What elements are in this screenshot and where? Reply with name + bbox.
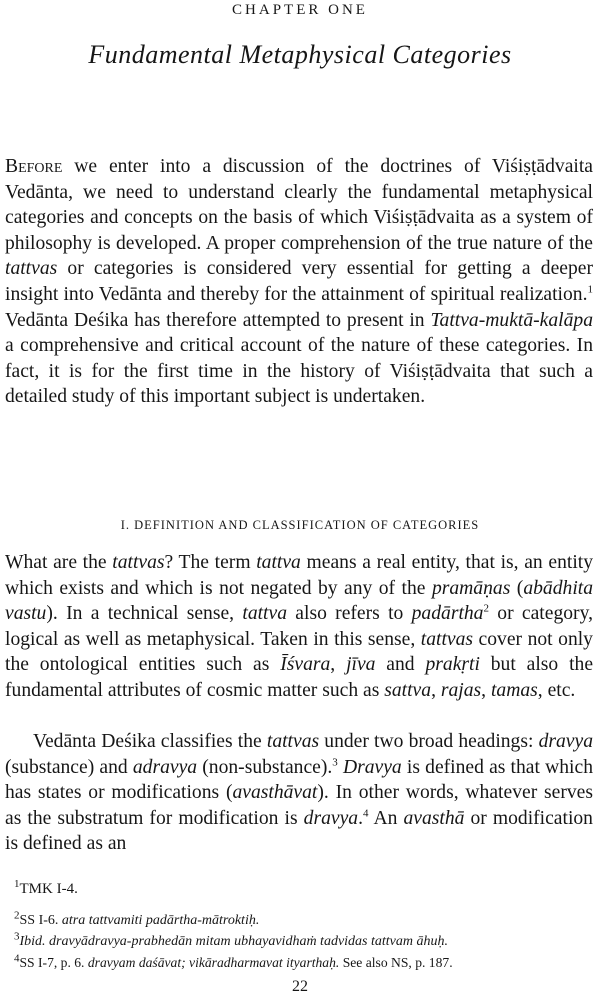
footnote-text: SS I-7, p. 6. (19, 955, 88, 970)
text-run: , (431, 679, 441, 701)
text-run: and (375, 654, 426, 676)
italic-term: sattva (384, 679, 432, 701)
intro-paragraph (5, 154, 593, 410)
italic-term: Dravya (342, 756, 402, 778)
text-run: . (358, 807, 363, 829)
footnote-mark: 4 (14, 952, 20, 965)
footnote-ref-3[interactable]: 3 (332, 756, 338, 769)
text-run: ). In other words, whatever serves as the substratum for modification is (5, 782, 593, 829)
italic-term: dravya (538, 731, 593, 752)
text-run: (substance) and (5, 756, 133, 778)
footnote-italic: dravyam daśāvat; vikāradharmavat ityarthaḥ. (87, 955, 340, 970)
section-heading: I. DEFINITION AND CLASSIFICATION OF CATEGORIES (120, 518, 480, 532)
text-run: or modification is defined as an (5, 807, 593, 855)
italic-term: rajas (440, 679, 482, 701)
text-run: (non-substance). (197, 756, 333, 778)
definition-paragraph (5, 550, 593, 704)
footnote-4 (14, 952, 594, 973)
footnote-mark: 2 (14, 909, 20, 922)
text-run: , (481, 679, 491, 701)
italic-term: pramāṇas (431, 577, 511, 599)
text-run: An (368, 807, 404, 829)
italic-term: avasthāvat (232, 782, 318, 804)
chapter-title: Fundamental Metaphysical Categories (88, 40, 512, 69)
classification-paragraph (5, 729, 593, 857)
text-run: a comprehensive and critical account of the nature of these categories. In fact, it is for the first time in the history of Viśiṣṭādvaita that such a detailed study of this important subject is undertaken. (5, 335, 593, 408)
footnote-italic: Ibid. dravyādravya-prabhedān mitam ubhayavidhaṁ tadvidas tattvam āhuḥ. (19, 934, 448, 949)
italic-term: abādhita vastu (5, 577, 593, 625)
text-run: Vedānta Deśika has therefore attempted to present in (5, 309, 431, 331)
text-run: also refers to (287, 603, 412, 625)
footnote-1 (14, 879, 594, 900)
italic-term: tattvas (420, 628, 474, 650)
chapter-label: CHAPTER ONE (232, 2, 368, 18)
text-run: , etc. (537, 679, 576, 701)
footnote-text: TMK I-4. (19, 881, 78, 897)
text-run: under two broad headings: (319, 731, 539, 752)
italic-term: tattvas (112, 552, 165, 573)
footnote-text: See also NS, p. 187. (339, 955, 453, 970)
text-run: cover not only the ontological entities such as (5, 628, 593, 676)
footnote-text: SS I-6. (19, 913, 62, 928)
italic-term: adravya (132, 756, 198, 778)
italic-term: tattva (256, 552, 301, 573)
italic-term: Īśvara (280, 654, 331, 676)
footnotes (14, 879, 594, 973)
footnote-ref-2[interactable]: 2 (483, 602, 489, 615)
opening-word: Before (5, 156, 63, 177)
italic-term: tattvas (266, 731, 320, 752)
footnote-2 (14, 910, 594, 931)
italic-term: dravya (303, 807, 359, 829)
work-title: Tattva-muktā-kalāpa (430, 309, 593, 331)
footnote-mark: 3 (14, 930, 20, 943)
text-run: What are the (5, 552, 113, 573)
text-run: is defined as that which has states or modifications ( (5, 756, 593, 804)
page-number: 22 (292, 978, 308, 995)
italic-term: prakṛti (425, 654, 480, 676)
text-run: Vedānta Deśika classifies the (33, 731, 267, 752)
italic-term: avasthā (403, 807, 465, 829)
footnote-italic: atra tattvamiti padārtha-mātroktiḥ. (61, 913, 260, 928)
text-run: ( (510, 577, 524, 599)
text-run: ? The term (164, 552, 257, 573)
italic-term: jīva (346, 654, 376, 676)
italic-term: tattva (242, 603, 287, 625)
footnote-mark: 1 (14, 878, 20, 890)
text-run: or categories is considered very essential for getting a deeper insight into Vedānta and thereby for the attainment of spiritual realization. (5, 258, 593, 305)
footnote-3 (14, 931, 594, 952)
text-run: but also the fundamental attributes of cosmic matter such as (5, 654, 594, 701)
footnote-ref-1[interactable]: 1 (587, 283, 593, 296)
italic-term: padārtha (411, 603, 484, 625)
text-run: ). In a technical sense, (46, 603, 243, 625)
text-run: means a real entity, that is, an entity which exists and which is not negated by any of the (5, 552, 593, 599)
text-run: we enter into a discussion of the doctrines of Viśiṣṭādvaita Vedānta, we need to understand clearly the fundamental metaphysical categories and concepts on the basis of which Viśiṣṭādvaita as a system of philosophy is developed. A proper comprehension of the true nature of the (5, 156, 593, 254)
italic-term: tamas (490, 679, 538, 701)
footnote-ref-4[interactable]: 4 (362, 807, 369, 820)
italic-term: tattvas (5, 258, 58, 280)
text-run: , (330, 654, 347, 676)
text-run: or category, logical as well as metaphysical. Taken in this sense, (5, 603, 593, 650)
